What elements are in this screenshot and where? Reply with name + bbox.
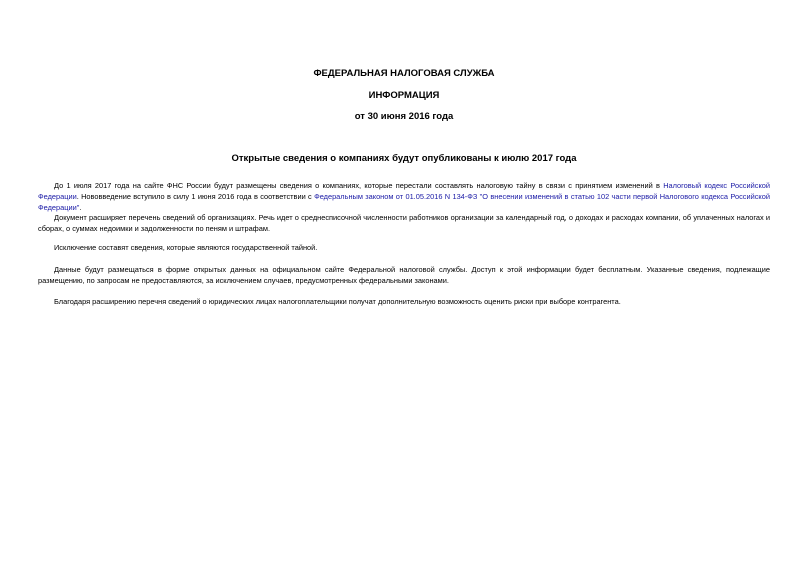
document-title: Открытые сведения о компаниях будут опубликованы к июлю 2017 года [231, 153, 577, 164]
paragraph-3 [38, 242, 770, 253]
paragraph-5 [38, 296, 770, 307]
paragraph-4 [38, 264, 770, 286]
doc-type-heading: ИНФОРМАЦИЯ [368, 90, 440, 101]
paragraph-4-text: Данные будут размещаться в форме открытых данных на официальном сайте Федеральной налоговой службы. Доступ к этой информации будет бесплатным. Указанные сведения, подлежащие размещению, по запросам не предоставляются, за исключением случаев, предусмотренных федеральными законами. [38, 265, 770, 285]
paragraph-5-text: Благодаря расширению перечня сведений о юридических лицах налогоплательщики получат дополнительную возможность оценить риски при выборе контрагента. [54, 297, 621, 306]
tax-code-link[interactable]: Налоговый кодекс Российской Федерации [38, 181, 770, 201]
paragraph-1 [38, 180, 770, 213]
document-page [38, 0, 770, 571]
paragraph-3-text: Исключение составят сведения, которые являются государственной тайной. [54, 243, 318, 252]
paragraph-2-text: Документ расширяет перечень сведений об организациях. Речь идет о среднесписочной численности работников организации за календарный год, о доходах и расходах компании, об уплаченных налогах и сборах, о суммах недоимки и задолженности по пеням и штрафам. [38, 213, 770, 233]
paragraph-1-text-a: До 1 июля 2017 года на сайте ФНС России будут размещены сведения о компаниях, которые перестали составлять налоговую тайну в связи с принятием изменений в [54, 181, 664, 190]
federal-law-link[interactable]: Федеральным законом от 01.05.2016 N 134-ФЗ "О внесении изменений в статью 102 части первой Налогового кодекса Российской Федерации" [38, 192, 770, 212]
paragraph-2 [38, 212, 770, 234]
paragraph-1-text-b: . Нововведение вступило в силу 1 июня 2016 года в соответствии с [76, 192, 315, 201]
agency-heading: ФЕДЕРАЛЬНАЯ НАЛОГОВАЯ СЛУЖБА [313, 68, 495, 79]
paragraph-1-text-c: . [79, 203, 82, 212]
doc-date-heading: от 30 июня 2016 года [354, 111, 454, 122]
